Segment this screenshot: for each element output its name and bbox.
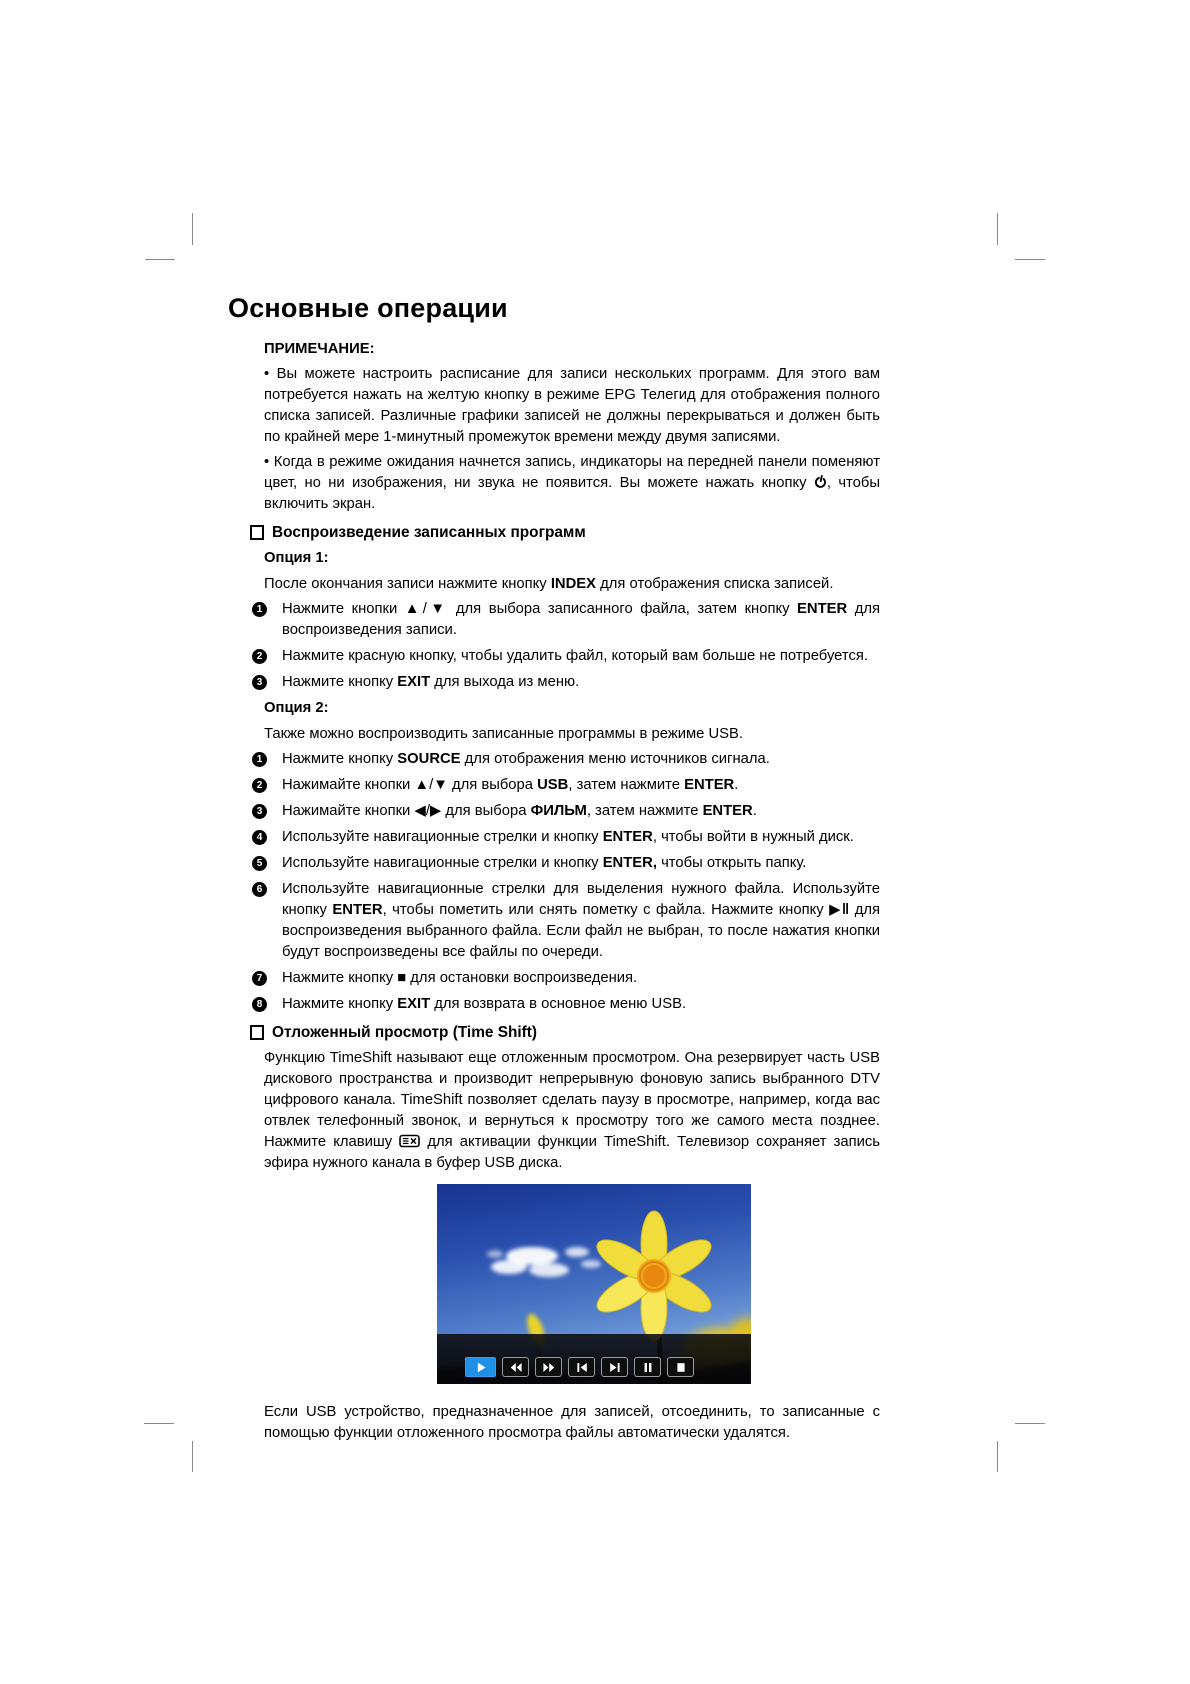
step-number-badge: 8	[252, 997, 267, 1012]
step-number-badge: 2	[252, 778, 267, 793]
crop-mark	[1015, 1423, 1045, 1424]
pause-button	[634, 1357, 661, 1377]
step-text: Нажмите кнопку SOURCE для отображения меню источников сигнала.	[282, 751, 770, 767]
subheading: Опция 1:	[264, 550, 329, 566]
playback-control-bar	[437, 1334, 751, 1384]
step-item	[252, 646, 880, 667]
step-number-badge: 5	[252, 856, 267, 871]
power-icon	[814, 475, 827, 489]
step-item	[252, 599, 880, 641]
step-number-badge: 4	[252, 830, 267, 845]
step-number-badge: 3	[252, 804, 267, 819]
step-item	[252, 879, 880, 963]
step-text: Нажмите кнопку EXIT для возврата в основное меню USB.	[282, 996, 687, 1012]
timeshift-screenshot-figure	[437, 1184, 751, 1384]
note-heading: ПРИМЕЧАНИЕ:	[264, 341, 375, 357]
skip-back-button	[568, 1357, 595, 1377]
page-title: Основные операции	[228, 293, 508, 323]
square-bullet-icon	[250, 525, 264, 540]
crop-mark	[192, 1441, 193, 1472]
stop-button	[667, 1357, 694, 1377]
step-text: Нажимайте кнопки ◀/▶ для выбора ФИЛЬМ, затем нажмите ENTER.	[282, 803, 757, 819]
text-flow-top	[256, 339, 881, 1174]
step-number-badge: 1	[252, 602, 267, 617]
section-header	[250, 522, 880, 543]
step-number-badge: 7	[252, 971, 267, 986]
step-text: Нажмите кнопки ▲/▼ для выбора записанного файла, затем кнопку ENTER для воспроизведения записи.	[282, 601, 880, 638]
step-number-badge: 1	[252, 752, 267, 767]
section-header-label: Воспроизведение записанных программ	[272, 524, 586, 541]
step-number-badge: 6	[252, 882, 267, 897]
step-number-badge: 2	[252, 649, 267, 664]
note-bullet: • Вы можете настроить расписание для записи нескольких программ. Для этого вам потребуется нажать на желтую кнопку в режиме EPG Телегид для отображения полного списка записей. Различные графики записей не должны перекрываться и должен быть по крайней мере 1-минутный промежуток времени между двумя записями.	[264, 366, 880, 445]
subheading: Опция 2:	[264, 700, 329, 716]
text-flow-bottom	[264, 1402, 880, 1444]
paragraph: Также можно воспроизводить записанные программы в режиме USB.	[264, 726, 744, 742]
section-header-label: Отложенный просмотр (Time Shift)	[272, 1024, 538, 1041]
step-text: Используйте навигационные стрелки и кнопку ENTER, чтобы открыть папку.	[282, 855, 807, 871]
skip-forward-button	[601, 1357, 628, 1377]
crop-mark	[997, 213, 998, 245]
paragraph: После окончания записи нажмите кнопку INDEX для отображения списка записей.	[264, 576, 834, 592]
crop-mark	[145, 259, 175, 260]
step-text: Нажмите кнопку ■ для остановки воспроизведения.	[282, 970, 638, 986]
step-item	[252, 968, 880, 989]
paragraph: Функцию TimeShift называют еще отложенным просмотром. Она резервирует часть USB дискового пространства и производит непрерывную фоновую запись выбранного DTV цифрового канала. TimeShift позволяет сделать паузу в просмотре, например, когда вас отвлек телефонный звонок, и вернуться к просмотру того же самого места позднее. Нажмите клавишу для активации функции TimeShift. Телевизор сохраняет запись эфира нужного канала в буфер USB диска.	[264, 1050, 881, 1171]
paragraph: Если USB устройство, предназначенное для записей, отсоединить, то записанные с помощью функции отложенного просмотра файлы автоматически удалятся.	[264, 1404, 880, 1441]
step-item	[252, 775, 880, 796]
step-number-badge: 3	[252, 675, 267, 690]
crop-mark	[997, 1441, 998, 1472]
document-content	[228, 293, 881, 1448]
step-text: Нажмите красную кнопку, чтобы удалить файл, который вам больше не потребуется.	[282, 648, 869, 664]
step-item	[252, 994, 880, 1015]
fast-forward-button	[535, 1357, 562, 1377]
note-bullet: • Когда в режиме ожидания начнется запись, индикаторы на передней панели поменяют цвет, но ни изображения, ни звука не появится. Вы можете нажать кнопку , чтобы включить экран.	[264, 454, 880, 512]
step-item	[252, 827, 880, 848]
crop-mark	[1015, 259, 1045, 260]
step-item	[252, 853, 880, 874]
crop-mark	[192, 213, 193, 245]
step-item	[252, 672, 880, 693]
step-item	[252, 801, 880, 822]
crop-mark	[144, 1423, 174, 1424]
play-button	[465, 1357, 496, 1377]
rewind-button	[502, 1357, 529, 1377]
step-text: Нажмите кнопку EXIT для выхода из меню.	[282, 674, 580, 690]
step-text: Нажимайте кнопки ▲/▼ для выбора USB, затем нажмите ENTER.	[282, 777, 739, 793]
step-text: Используйте навигационные стрелки для выделения нужного файла. Используйте кнопку ENTER, чтобы пометить или снять пометку с файла. Нажмите кнопку ▶‖ для воспроизведения выбранного файла. Если файл не выбран, то после нажатия кнопки будут воспроизведены все файлы по очереди.	[282, 881, 880, 960]
square-bullet-icon	[250, 1025, 264, 1040]
step-text: Используйте навигационные стрелки и кнопку ENTER, чтобы войти в нужный диск.	[282, 829, 854, 845]
step-item	[252, 749, 880, 770]
timeshift-key-icon	[399, 1134, 420, 1148]
section-header	[250, 1022, 880, 1043]
playback-buttons-row	[465, 1357, 694, 1377]
